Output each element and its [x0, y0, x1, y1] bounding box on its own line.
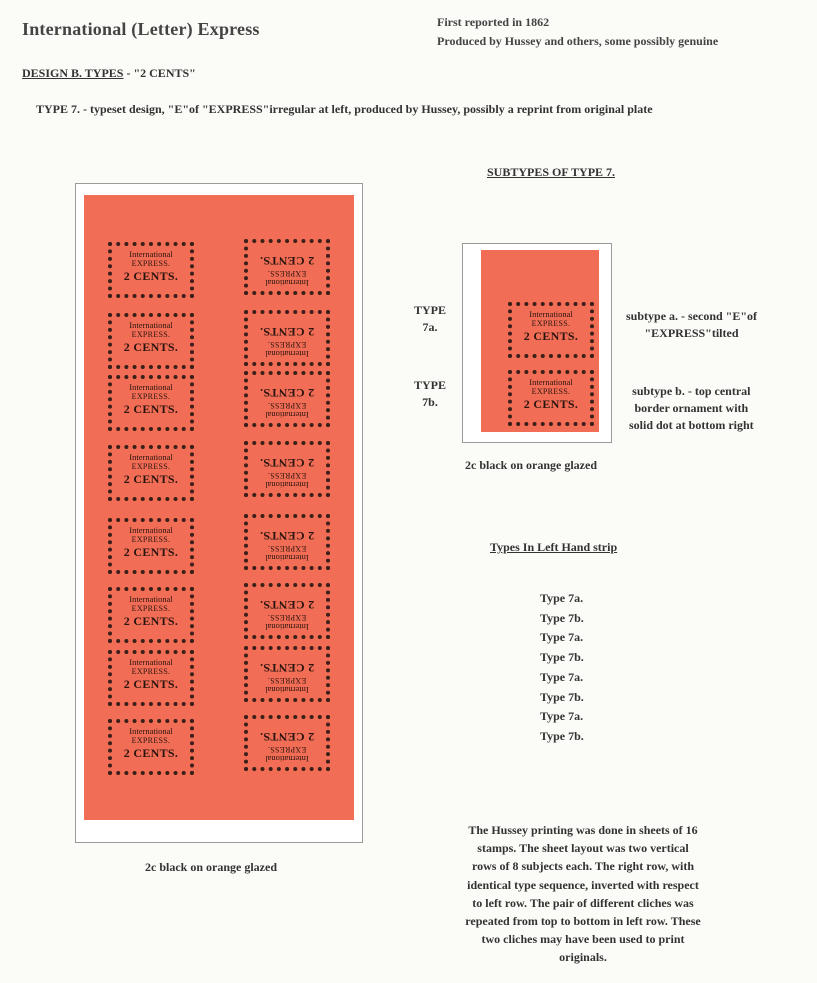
- reported-date: First reported in 1862: [437, 15, 550, 29]
- subtype-b-description: subtype b. - top central border ornament with solid dot at bottom right: [629, 384, 754, 432]
- subtypes-title: SUBTYPES OF TYPE 7.: [487, 165, 616, 179]
- list-item: Type 7b.: [540, 728, 584, 743]
- stamp-left-4: International EXPRESS. 2 CENTS.: [108, 445, 194, 501]
- list-item: Type 7a.: [540, 669, 584, 684]
- design-heading: [22, 66, 196, 81]
- list-item: Type 7b.: [540, 689, 584, 704]
- report-info: [437, 13, 718, 51]
- list-item: Type 7a.: [540, 709, 584, 724]
- stamp-left-8: International EXPRESS. 2 CENTS.: [108, 719, 194, 775]
- pair-caption: 2c black on orange glazed: [465, 458, 597, 472]
- list-item: Type 7b.: [540, 610, 584, 625]
- stamp-pair: [481, 250, 599, 432]
- strip-type-list: [540, 589, 584, 747]
- stamp-right-5: International EXPRESS. 2 CENTS.: [244, 514, 330, 570]
- stamp-right-7: International EXPRESS. 2 CENTS.: [244, 646, 330, 702]
- stamp-right-3: International EXPRESS. 2 CENTS.: [244, 371, 330, 427]
- stamp-sheet: [84, 195, 354, 820]
- stamp-subtype-a: International EXPRESS. 2 CENTS.: [508, 302, 594, 358]
- list-item: Type 7b.: [540, 650, 584, 665]
- stamp-right-1: International EXPRESS. 2 CENTS.: [244, 239, 330, 295]
- design-heading-label: DESIGN B. TYPES: [22, 66, 124, 80]
- page-title: International (Letter) Express: [22, 19, 260, 39]
- printing-notes: The Hussey printing was done in sheets of 16 stamps. The sheet layout was two vertical rows of 8 subjects each. The right row, with identical type sequence, inverted with respect to left row. The pair of different cliches was repeated from top to bottom in left row. These two cliches may have been used to print originals.: [465, 823, 701, 965]
- strip-title: Types In Left Hand strip: [490, 540, 618, 554]
- type-7a-label: TYPE 7a.: [413, 303, 446, 334]
- list-item: Type 7a.: [540, 630, 584, 645]
- type-description: TYPE 7. - typeset design, "E"of "EXPRESS"irregular at left, produced by Hussey, possibly a reprint from original plate: [36, 102, 653, 116]
- stamp-left-2: International EXPRESS. 2 CENTS.: [108, 313, 194, 369]
- stamp-right-4: International EXPRESS. 2 CENTS.: [244, 441, 330, 497]
- sheet-caption: 2c black on orange glazed: [145, 860, 277, 874]
- list-item: Type 7a.: [540, 591, 584, 605]
- stamp-right-2: International EXPRESS. 2 CENTS.: [244, 310, 330, 366]
- stamp-left-1: International EXPRESS. 2 CENTS.: [108, 242, 194, 298]
- stamp-left-5: International EXPRESS. 2 CENTS.: [108, 518, 194, 574]
- subtype-a-description: subtype a. - second "E"of "EXPRESS"tilted: [626, 309, 758, 340]
- stamp-left-3: International EXPRESS. 2 CENTS.: [108, 375, 194, 431]
- producer-note: Produced by Hussey and others, some possibly genuine: [437, 34, 719, 48]
- stamp-left-7: International EXPRESS. 2 CENTS.: [108, 650, 194, 706]
- type-7b-label: TYPE 7b.: [413, 378, 446, 409]
- design-heading-value: - "2 CENTS": [123, 66, 196, 80]
- stamp-subtype-b: International EXPRESS. 2 CENTS.: [508, 370, 594, 426]
- stamp-left-6: International EXPRESS. 2 CENTS.: [108, 587, 194, 643]
- stamp-right-8: International EXPRESS. 2 CENTS.: [244, 715, 330, 771]
- stamp-right-6: International EXPRESS. 2 CENTS.: [244, 583, 330, 639]
